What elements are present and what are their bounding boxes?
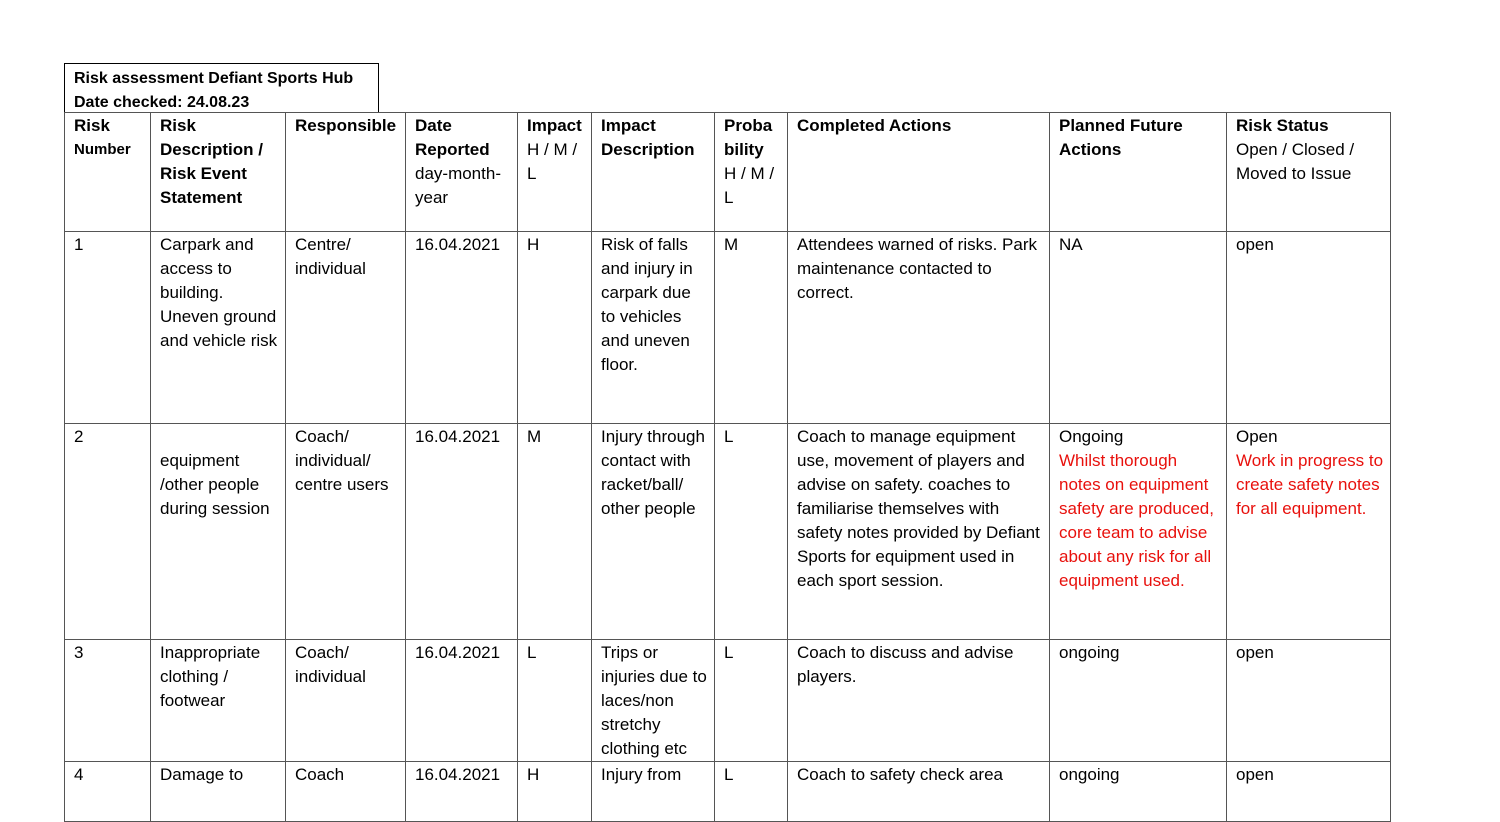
table-row: [65, 640, 1391, 762]
cell-impact-description: Injury from: [592, 762, 715, 822]
risk-assessment-table: [64, 112, 1391, 822]
cell-responsible: Coach: [286, 762, 406, 822]
planned-note-red: Whilst thorough notes on equipment safety are produced, core team to advise about any risk for all equipment used.: [1059, 451, 1214, 590]
table-row: [65, 232, 1391, 424]
table-header-row: [65, 113, 1391, 232]
cell-impact-description: Risk of falls and injury in carpark due to vehicles and uneven floor.: [592, 232, 715, 424]
cell-impact-description: Injury through contact with racket/ball/ other people: [592, 424, 715, 640]
header-responsible: Responsible: [286, 113, 406, 232]
header-impact-description: Impact Description: [592, 113, 715, 232]
header-impact: Impact H / M / L: [518, 113, 592, 232]
cell-probability: L: [715, 762, 788, 822]
header-risk-number: Risk Number: [65, 113, 151, 232]
cell-probability: L: [715, 640, 788, 762]
cell-responsible: Coach/ individual: [286, 640, 406, 762]
cell-date-reported: 16.04.2021: [406, 232, 518, 424]
header-planned-future-actions: Planned Future Actions: [1050, 113, 1227, 232]
cell-probability: M: [715, 232, 788, 424]
date-checked: Date checked: 24.08.23: [74, 94, 250, 111]
status-note-red: Work in progress to create safety notes for all equipment.: [1236, 451, 1384, 518]
cell-risk-description: Carpark and access to building. Uneven ground and vehicle risk: [151, 232, 286, 424]
cell-date-reported: 16.04.2021: [406, 762, 518, 822]
cell-completed-actions: Coach to discuss and advise players.: [788, 640, 1050, 762]
cell-impact: L: [518, 640, 592, 762]
cell-risk-description: equipment /other people during session: [151, 424, 286, 640]
cell-impact: M: [518, 424, 592, 640]
cell-risk-status: open: [1227, 762, 1391, 822]
cell-risk-number: 1: [65, 232, 151, 424]
header-risk-description: Risk Description / Risk Event Statement: [151, 113, 286, 232]
cell-risk-number: 3: [65, 640, 151, 762]
cell-risk-status: open: [1227, 232, 1391, 424]
cell-completed-actions: Attendees warned of risks. Park maintenance contacted to correct.: [788, 232, 1050, 424]
cell-planned-future-actions: ongoing: [1050, 640, 1227, 762]
document-title: Risk assessment Defiant Sports Hub: [74, 70, 354, 87]
cell-probability: L: [715, 424, 788, 640]
cell-impact: H: [518, 762, 592, 822]
document-title-box: [64, 63, 379, 112]
cell-risk-status: open: [1227, 640, 1391, 762]
header-probability: Probability H / M / L: [715, 113, 788, 232]
cell-date-reported: 16.04.2021: [406, 424, 518, 640]
cell-impact-description: Trips or injuries due to laces/non stretchy clothing etc: [592, 640, 715, 762]
cell-date-reported: 16.04.2021: [406, 640, 518, 762]
cell-planned-future-actions: NA: [1050, 232, 1227, 424]
header-date-reported: Date Reported day-month-year: [406, 113, 518, 232]
cell-completed-actions: Coach to safety check area: [788, 762, 1050, 822]
cell-risk-description: Inappropriate clothing / footwear: [151, 640, 286, 762]
header-completed-actions: Completed Actions: [788, 113, 1050, 232]
cell-risk-description: Damage to: [151, 762, 286, 822]
cell-completed-actions: Coach to manage equipment use, movement of players and advise on safety. coaches to familiarise themselves with safety notes provided by Defiant Sports for equipment used in each sport session.: [788, 424, 1050, 640]
cell-planned-future-actions: Ongoing Whilst thorough notes on equipment safety are produced, core team to advise about any risk for all equipment used.: [1050, 424, 1227, 640]
cell-risk-number: 4: [65, 762, 151, 822]
header-risk-status: Risk Status Open / Closed / Moved to Issue: [1227, 113, 1391, 232]
cell-responsible: Coach/ individual/ centre users: [286, 424, 406, 640]
table-row: [65, 762, 1391, 822]
table-row: [65, 424, 1391, 640]
cell-impact: H: [518, 232, 592, 424]
cell-planned-future-actions: ongoing: [1050, 762, 1227, 822]
cell-risk-number: 2: [65, 424, 151, 640]
cell-risk-status: Open Work in progress to create safety notes for all equipment.: [1227, 424, 1391, 640]
cell-responsible: Centre/ individual: [286, 232, 406, 424]
